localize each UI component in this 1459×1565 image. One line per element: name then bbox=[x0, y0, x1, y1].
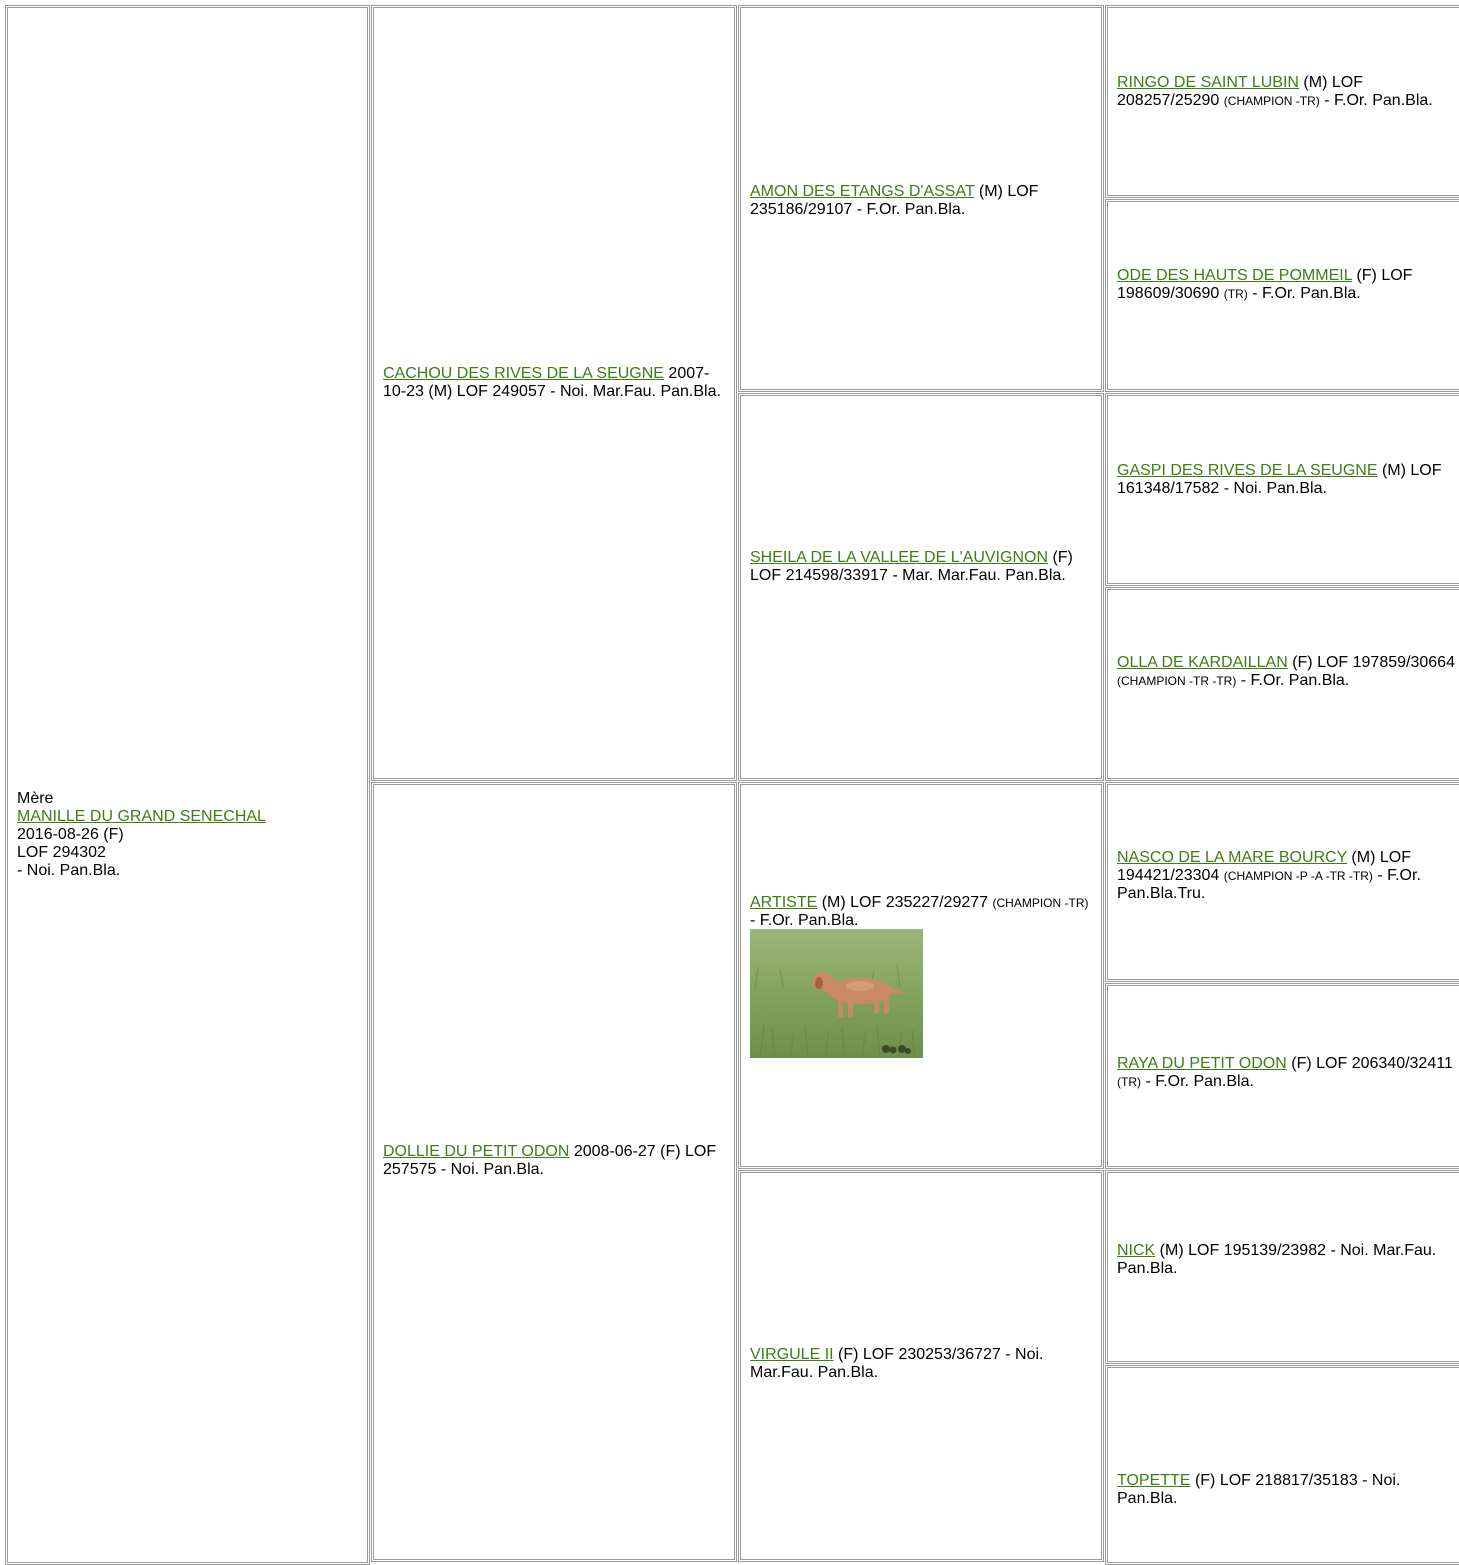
virgule-name-link[interactable]: VIRGULE II bbox=[750, 1346, 834, 1363]
ode-details: (F) LOF 198609/30690 bbox=[1117, 267, 1413, 302]
artiste-info bbox=[750, 894, 1095, 930]
dollie-details: 2008-06-27 (F) LOF 257575 - Noi. Pan.Bla. bbox=[383, 1143, 717, 1178]
pedigree-cell-gaspi bbox=[1105, 393, 1459, 586]
pedigree-cell-nasco bbox=[1105, 782, 1459, 982]
pedigree-cell-mother bbox=[5, 5, 370, 1565]
pedigree-cell-dollie bbox=[371, 782, 737, 1562]
gaspi-name-link[interactable]: GASPI DES RIVES DE LA SEUGNE bbox=[1117, 462, 1378, 479]
virgule-details: (F) LOF 230253/36727 - Noi. Mar.Fau. Pan.Bla. bbox=[750, 1346, 1044, 1381]
mother-color: - Noi. Pan.Bla. bbox=[17, 862, 121, 879]
nick-details: (M) LOF 195139/23982 - Noi. Mar.Fau. Pan.Bla. bbox=[1117, 1242, 1437, 1277]
dollie-name-link[interactable]: DOLLIE DU PETIT ODON bbox=[383, 1143, 570, 1160]
nasco-title: (CHAMPION -P -A -TR -TR) bbox=[1223, 869, 1373, 883]
amon-name-link[interactable]: AMON DES ETANGS D'ASSAT bbox=[750, 183, 975, 200]
ode-info bbox=[1117, 267, 1458, 303]
pedigree-cell-raya bbox=[1105, 983, 1459, 1169]
olla-name-link[interactable]: OLLA DE KARDAILLAN bbox=[1117, 654, 1288, 671]
raya-details: (F) LOF 206340/32411 bbox=[1286, 1055, 1453, 1072]
nasco-details-2: - F.Or. Pan.Bla.Tru. bbox=[1117, 867, 1421, 902]
nasco-info bbox=[1117, 849, 1458, 903]
topette-info bbox=[1117, 1472, 1458, 1508]
mother-name-link[interactable]: MANILLE DU GRAND SENECHAL bbox=[17, 808, 266, 825]
mother-heading: Mère bbox=[17, 790, 54, 807]
nasco-details: (M) LOF 194421/23304 bbox=[1117, 849, 1411, 884]
pedigree-cell-nick bbox=[1105, 1170, 1459, 1364]
artiste-photo[interactable] bbox=[750, 929, 923, 1058]
raya-title: (TR) bbox=[1117, 1075, 1141, 1089]
nasco-name-link[interactable]: NASCO DE LA MARE BOURCY bbox=[1117, 849, 1347, 866]
sheila-details: (F) LOF 214598/33917 - Mar. Mar.Fau. Pan.Bla. bbox=[750, 549, 1073, 584]
mother-info bbox=[17, 790, 361, 880]
ode-name-link[interactable]: ODE DES HAUTS DE POMMEIL bbox=[1117, 267, 1352, 284]
gaspi-details: (M) LOF 161348/17582 - Noi. Pan.Bla. bbox=[1117, 462, 1442, 497]
sheila-info bbox=[750, 549, 1095, 585]
ringo-info bbox=[1117, 74, 1458, 110]
raya-info bbox=[1117, 1055, 1458, 1091]
cachou-name-link[interactable]: CACHOU DES RIVES DE LA SEUGNE bbox=[383, 365, 664, 382]
gaspi-info bbox=[1117, 462, 1458, 498]
raya-details-2: - F.Or. Pan.Bla. bbox=[1141, 1073, 1254, 1090]
olla-details: (F) LOF 197859/30664 bbox=[1287, 654, 1455, 671]
olla-details-2: - F.Or. Pan.Bla. bbox=[1236, 672, 1350, 689]
pedigree-cell-ode bbox=[1105, 199, 1459, 392]
topette-name-link[interactable]: TOPETTE bbox=[1117, 1472, 1191, 1489]
artiste-details-2: - F.Or. Pan.Bla. bbox=[750, 912, 859, 929]
artiste-title: (CHAMPION -TR) bbox=[992, 896, 1089, 910]
ringo-title: (CHAMPION -TR) bbox=[1223, 94, 1320, 108]
ringo-name-link[interactable]: RINGO DE SAINT LUBIN bbox=[1117, 74, 1299, 91]
ringo-details-2: - F.Or. Pan.Bla. bbox=[1319, 92, 1433, 109]
pedigree-cell-topette bbox=[1105, 1365, 1459, 1565]
pedigree-cell-cachou bbox=[371, 5, 737, 781]
artiste-details: (M) LOF 235227/29277 bbox=[817, 894, 993, 911]
olla-title: (CHAMPION -TR -TR) bbox=[1117, 674, 1237, 688]
raya-name-link[interactable]: RAYA DU PETIT ODON bbox=[1117, 1055, 1287, 1072]
mother-birth: 2016-08-26 (F) bbox=[17, 826, 124, 843]
amon-details: (M) LOF 235186/29107 - F.Or. Pan.Bla. bbox=[750, 183, 1039, 218]
mother-lof: LOF 294302 bbox=[17, 844, 106, 861]
amon-info bbox=[750, 183, 1095, 219]
sheila-name-link[interactable]: SHEILA DE LA VALLEE DE L'AUVIGNON bbox=[750, 549, 1048, 566]
dog-in-field-image bbox=[750, 929, 923, 1058]
pedigree-cell-sheila bbox=[738, 393, 1104, 781]
pedigree-cell-virgule bbox=[738, 1170, 1104, 1562]
cachou-info bbox=[383, 365, 728, 401]
ringo-details: (M) LOF 208257/25290 bbox=[1117, 74, 1363, 109]
nick-info bbox=[1117, 1242, 1458, 1278]
pedigree-cell-amon bbox=[738, 5, 1104, 392]
pedigree-cell-olla bbox=[1105, 587, 1459, 781]
virgule-info bbox=[750, 1346, 1095, 1382]
ode-title: (TR) bbox=[1223, 287, 1248, 301]
nick-name-link[interactable]: NICK bbox=[1117, 1242, 1156, 1259]
topette-details: (F) LOF 218817/35183 - Noi. Pan.Bla. bbox=[1117, 1472, 1401, 1507]
dollie-info bbox=[383, 1143, 728, 1179]
cachou-details: 2007-10-23 (M) LOF 249057 - Noi. Mar.Fau. Pan.Bla. bbox=[383, 365, 721, 400]
pedigree-cell-ringo bbox=[1105, 5, 1459, 198]
ode-details-2: - F.Or. Pan.Bla. bbox=[1247, 285, 1361, 302]
olla-info bbox=[1117, 654, 1458, 690]
artiste-name-link[interactable]: ARTISTE bbox=[750, 894, 818, 911]
